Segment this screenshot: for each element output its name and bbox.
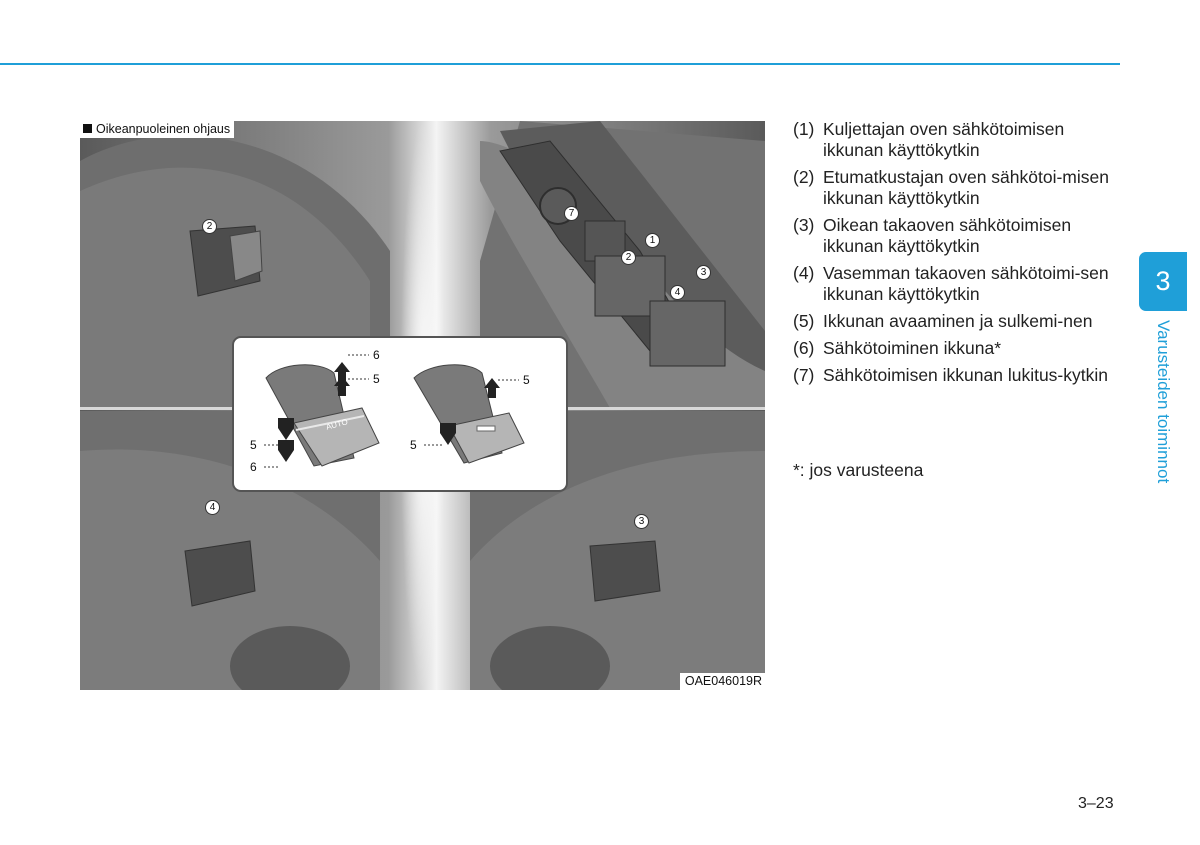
inset-label-5-bottom: 5 — [250, 438, 257, 452]
legend-item — [793, 311, 1123, 332]
legend-text: Etumatkustajan oven sähkötoi-misen ikkunan käyttökytkin — [823, 167, 1109, 208]
legend-text: Ikkunan avaaminen ja sulkemi-nen — [823, 311, 1093, 331]
legend-item — [793, 215, 1123, 257]
legend-number: (7) — [793, 365, 815, 385]
page-number: 3–23 — [1078, 795, 1114, 812]
callout-4: 4 — [670, 285, 685, 300]
legend-number: (6) — [793, 338, 815, 358]
auto-button-text: AUTO — [325, 417, 349, 432]
legend-number: (4) — [793, 263, 815, 283]
chapter-tab: 3 — [1139, 252, 1187, 311]
figure-caption-text: Oikeanpuoleinen ohjaus — [96, 122, 231, 136]
legend-item — [793, 365, 1123, 386]
legend-number: (1) — [793, 119, 815, 139]
callout-1: 1 — [645, 233, 660, 248]
callout-bl: 4 — [205, 500, 220, 515]
top-rule — [0, 63, 1120, 65]
callout-3: 3 — [696, 265, 711, 280]
legend-item — [793, 167, 1123, 209]
window-switch-figure — [80, 121, 765, 690]
legend-item — [793, 119, 1123, 161]
inset-label-5-right-top: 5 — [523, 373, 530, 387]
inset-label-5-right-bottom: 5 — [410, 438, 417, 452]
footnote: *: jos varusteena — [793, 460, 924, 480]
legend-text: Sähkötoimisen ikkunan lukitus-kytkin — [823, 365, 1108, 385]
inset-label-6-bottom: 6 — [250, 460, 257, 474]
inset-label-6-top: 6 — [373, 348, 380, 362]
callout-tl: 2 — [202, 219, 217, 234]
callout-7: 7 — [564, 206, 579, 221]
switch-detail-inset — [232, 336, 568, 492]
legend-item — [793, 338, 1123, 359]
callout-br: 3 — [634, 514, 649, 529]
figure-caption — [80, 121, 234, 138]
chapter-title: Varusteiden toiminnot — [1154, 320, 1173, 484]
inset-label-5-top: 5 — [373, 372, 380, 386]
legend-text: Sähkötoiminen ikkuna* — [823, 338, 1002, 358]
legend-text: Vasemman takaoven sähkötoimi-sen ikkunan käyttökytkin — [823, 263, 1109, 304]
legend-number: (5) — [793, 311, 815, 331]
legend-list — [793, 119, 1123, 392]
figure-code: OAE046019R — [680, 673, 765, 690]
legend-text: Kuljettajan oven sähkötoimisen ikkunan käyttökytkin — [823, 119, 1065, 160]
legend-number: (3) — [793, 215, 815, 235]
legend-text: Oikean takaoven sähkötoimisen ikkunan käyttökytkin — [823, 215, 1072, 256]
legend-number: (2) — [793, 167, 815, 187]
legend-item — [793, 263, 1123, 305]
callout-2: 2 — [621, 250, 636, 265]
caption-square-icon — [83, 124, 92, 133]
switch-detail-illustration — [234, 338, 566, 490]
